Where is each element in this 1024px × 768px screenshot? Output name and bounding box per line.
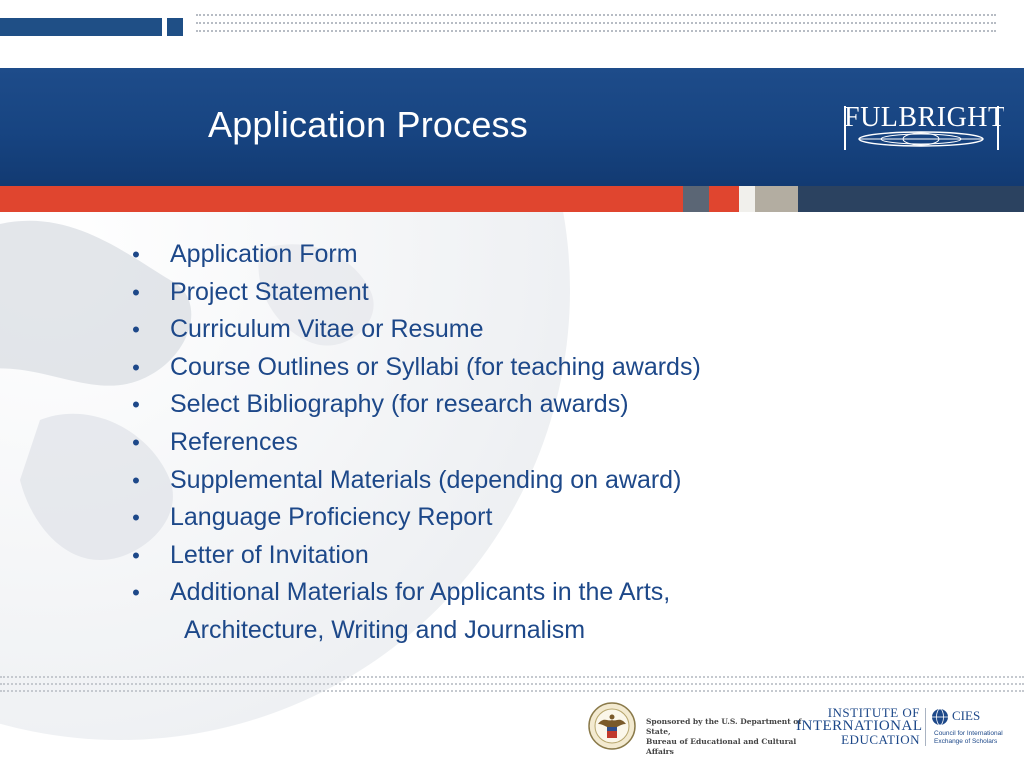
cies-globe-icon bbox=[931, 708, 949, 726]
top-dotted-line-2 bbox=[196, 22, 996, 24]
sponsor-text bbox=[646, 717, 816, 757]
accent-red-small bbox=[709, 186, 739, 212]
cies-sub-line-1: Council for International bbox=[934, 730, 1003, 737]
footer-dotted-line-1 bbox=[0, 676, 1024, 678]
iie-logo bbox=[796, 705, 923, 747]
bullet-dot: • bbox=[132, 279, 140, 305]
footer-divider bbox=[925, 708, 926, 746]
bullet-text: Supplemental Materials (depending on award) bbox=[170, 465, 682, 494]
cies-name: CIES bbox=[952, 708, 981, 723]
bullet-dot: • bbox=[132, 505, 140, 531]
accent-stripe bbox=[0, 186, 1024, 212]
footer-dotted-line-2 bbox=[0, 683, 1024, 685]
bullet-item bbox=[124, 499, 884, 537]
bullet-text: Project Statement bbox=[170, 277, 369, 306]
state-department-seal-icon bbox=[588, 702, 636, 750]
top-blue-square bbox=[167, 18, 183, 36]
sponsor-line-1: Sponsored by the U.S. Department of State, bbox=[646, 717, 802, 736]
bullet-item bbox=[124, 574, 884, 649]
bullet-dot: • bbox=[132, 542, 140, 568]
accent-light bbox=[739, 186, 755, 212]
top-dotted-line-1 bbox=[196, 14, 996, 16]
bullet-text: Additional Materials for Applicants in the Arts, bbox=[170, 578, 671, 607]
bullet-dot: • bbox=[132, 467, 140, 493]
bullet-item bbox=[124, 462, 884, 500]
top-dotted-line-3 bbox=[196, 30, 996, 32]
cies-sub-line-2: Exchange of Scholars bbox=[934, 738, 998, 745]
accent-slate bbox=[683, 186, 709, 212]
svg-text:FULBRIGHT: FULBRIGHT bbox=[844, 102, 1004, 133]
bullet-dot: • bbox=[132, 242, 140, 267]
bullet-continuation-text: Architecture, Writing and Journalism bbox=[184, 615, 586, 644]
bullet-item bbox=[124, 386, 884, 424]
bullet-dot: • bbox=[132, 354, 140, 380]
fulbright-logo bbox=[842, 100, 1004, 156]
bullet-text: Language Proficiency Report bbox=[170, 503, 493, 532]
accent-red bbox=[0, 186, 683, 212]
bullet-list bbox=[124, 236, 884, 650]
accent-gray bbox=[755, 186, 798, 212]
bullet-text: Curriculum Vitae or Resume bbox=[170, 315, 484, 344]
sponsor-line-2: Bureau of Educational and Cultural Affairs bbox=[646, 737, 797, 756]
bullet-item bbox=[124, 537, 884, 575]
bullet-list-container bbox=[124, 236, 884, 650]
bullet-dot: • bbox=[132, 317, 140, 343]
bullet-item bbox=[124, 424, 884, 462]
bullet-dot: • bbox=[132, 580, 140, 606]
bullet-dot: • bbox=[132, 429, 140, 455]
bullet-text: Application Form bbox=[170, 240, 358, 268]
bullet-text: References bbox=[170, 427, 298, 456]
iie-line-2: INTERNATIONAL bbox=[796, 718, 923, 734]
bullet-item bbox=[124, 311, 884, 349]
accent-dark bbox=[798, 186, 1024, 212]
iie-line-1: INSTITUTE OF bbox=[827, 705, 920, 720]
bullet-text: Select Bibliography (for research awards) bbox=[170, 390, 629, 419]
bullet-text: Course Outlines or Syllabi (for teaching awards) bbox=[170, 352, 701, 381]
bullet-text: Letter of Invitation bbox=[170, 540, 369, 569]
bullet-item bbox=[124, 274, 884, 312]
bullet-dot: • bbox=[132, 392, 140, 418]
footer-dotted-line-3 bbox=[0, 690, 1024, 692]
footer-logos bbox=[580, 700, 1003, 760]
cies-subtitle bbox=[934, 730, 1014, 746]
slide-title: Application Process bbox=[208, 104, 528, 145]
bullet-item bbox=[124, 349, 884, 387]
iie-line-3: EDUCATION bbox=[841, 732, 920, 747]
top-blue-bar bbox=[0, 18, 162, 36]
bullet-item bbox=[124, 236, 884, 274]
